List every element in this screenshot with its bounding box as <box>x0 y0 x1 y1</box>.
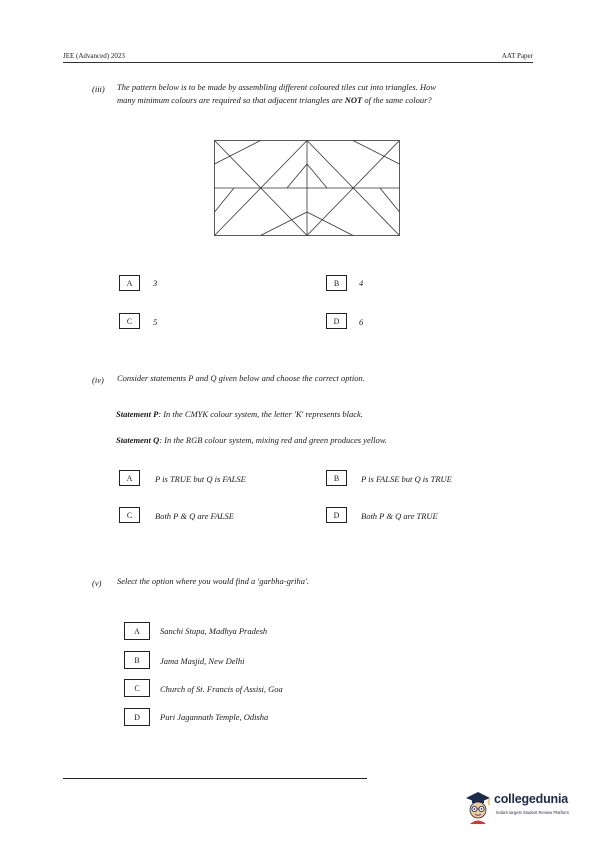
logo-tagline: India's largest Student Review Platform <box>496 810 569 815</box>
q4-option-a-box[interactable]: A <box>119 470 140 486</box>
header-rule <box>63 62 533 63</box>
statement-q: Statement Q: In the RGB colour system, mixing red and green produces yellow. <box>116 435 387 445</box>
collegedunia-logo <box>463 787 583 827</box>
q4-option-a-text: P is TRUE but Q is FALSE <box>155 474 246 484</box>
question-5-text: Select the option where you would find a 'garbha-griha'. <box>117 576 309 586</box>
q4-option-c-box[interactable]: C <box>119 507 140 523</box>
q3-option-d-box[interactable]: D <box>326 313 347 329</box>
q5-option-b-box[interactable]: B <box>124 651 150 669</box>
q5-option-c-text: Church of St. Francis of Assisi, Goa <box>160 684 283 694</box>
q3-option-a-box[interactable]: A <box>119 275 140 291</box>
question-4-number: (iv) <box>92 375 104 385</box>
question-3-line1: The pattern below is to be made by assembling different coloured tiles cut into triangles. How <box>117 82 437 92</box>
q4-option-d-box[interactable]: D <box>326 507 347 523</box>
graduate-mascot-icon <box>463 789 493 825</box>
q5-option-d-text: Puri Jagannath Temple, Odisha <box>160 712 269 722</box>
question-5-number: (v) <box>92 578 102 588</box>
statement-p: Statement P: In the CMYK colour system, the letter 'K' represents black. <box>116 409 363 419</box>
logo-wordmark: collegedunia <box>494 792 569 806</box>
header-exam-name: JEE (Advanced) 2023 <box>63 52 125 60</box>
q5-option-b-text: Jama Masjid, New Delhi <box>160 656 245 666</box>
question-4-text: Consider statements P and Q given below and choose the correct option. <box>117 373 365 383</box>
q4-option-d-text: Both P & Q are TRUE <box>361 511 438 521</box>
q5-option-a-text: Sanchi Stupa, Madhya Pradesh <box>160 626 268 636</box>
statement-q-label: Statement Q <box>116 435 160 445</box>
tile-pattern-figure <box>214 140 400 236</box>
header-paper-name: AAT Paper <box>501 52 533 60</box>
q3-option-c-box[interactable]: C <box>119 313 140 329</box>
q4-option-b-text: P is FALSE but Q is TRUE <box>361 474 452 484</box>
statement-p-label: Statement P <box>116 409 159 419</box>
q4-option-b-box[interactable]: B <box>326 470 347 486</box>
q3-option-b-text: 4 <box>359 278 364 288</box>
question-3-emphasis: NOT <box>344 95 363 105</box>
q3-option-c-text: 5 <box>153 317 158 327</box>
footer-rule <box>63 778 367 779</box>
q3-option-a-text: 3 <box>153 278 158 288</box>
question-3-line2: many minimum colours are required so that adjacent triangles are NOT of the same colour? <box>117 95 432 105</box>
q5-option-a-box[interactable]: A <box>124 622 150 640</box>
q5-option-c-box[interactable]: C <box>124 679 150 697</box>
q4-option-c-text: Both P & Q are FALSE <box>155 511 234 521</box>
q3-option-d-text: 6 <box>359 317 364 327</box>
question-3-number: (iii) <box>92 84 105 94</box>
q3-option-b-box[interactable]: B <box>326 275 347 291</box>
question-3-text <box>117 81 537 107</box>
q5-option-d-box[interactable]: D <box>124 708 150 726</box>
